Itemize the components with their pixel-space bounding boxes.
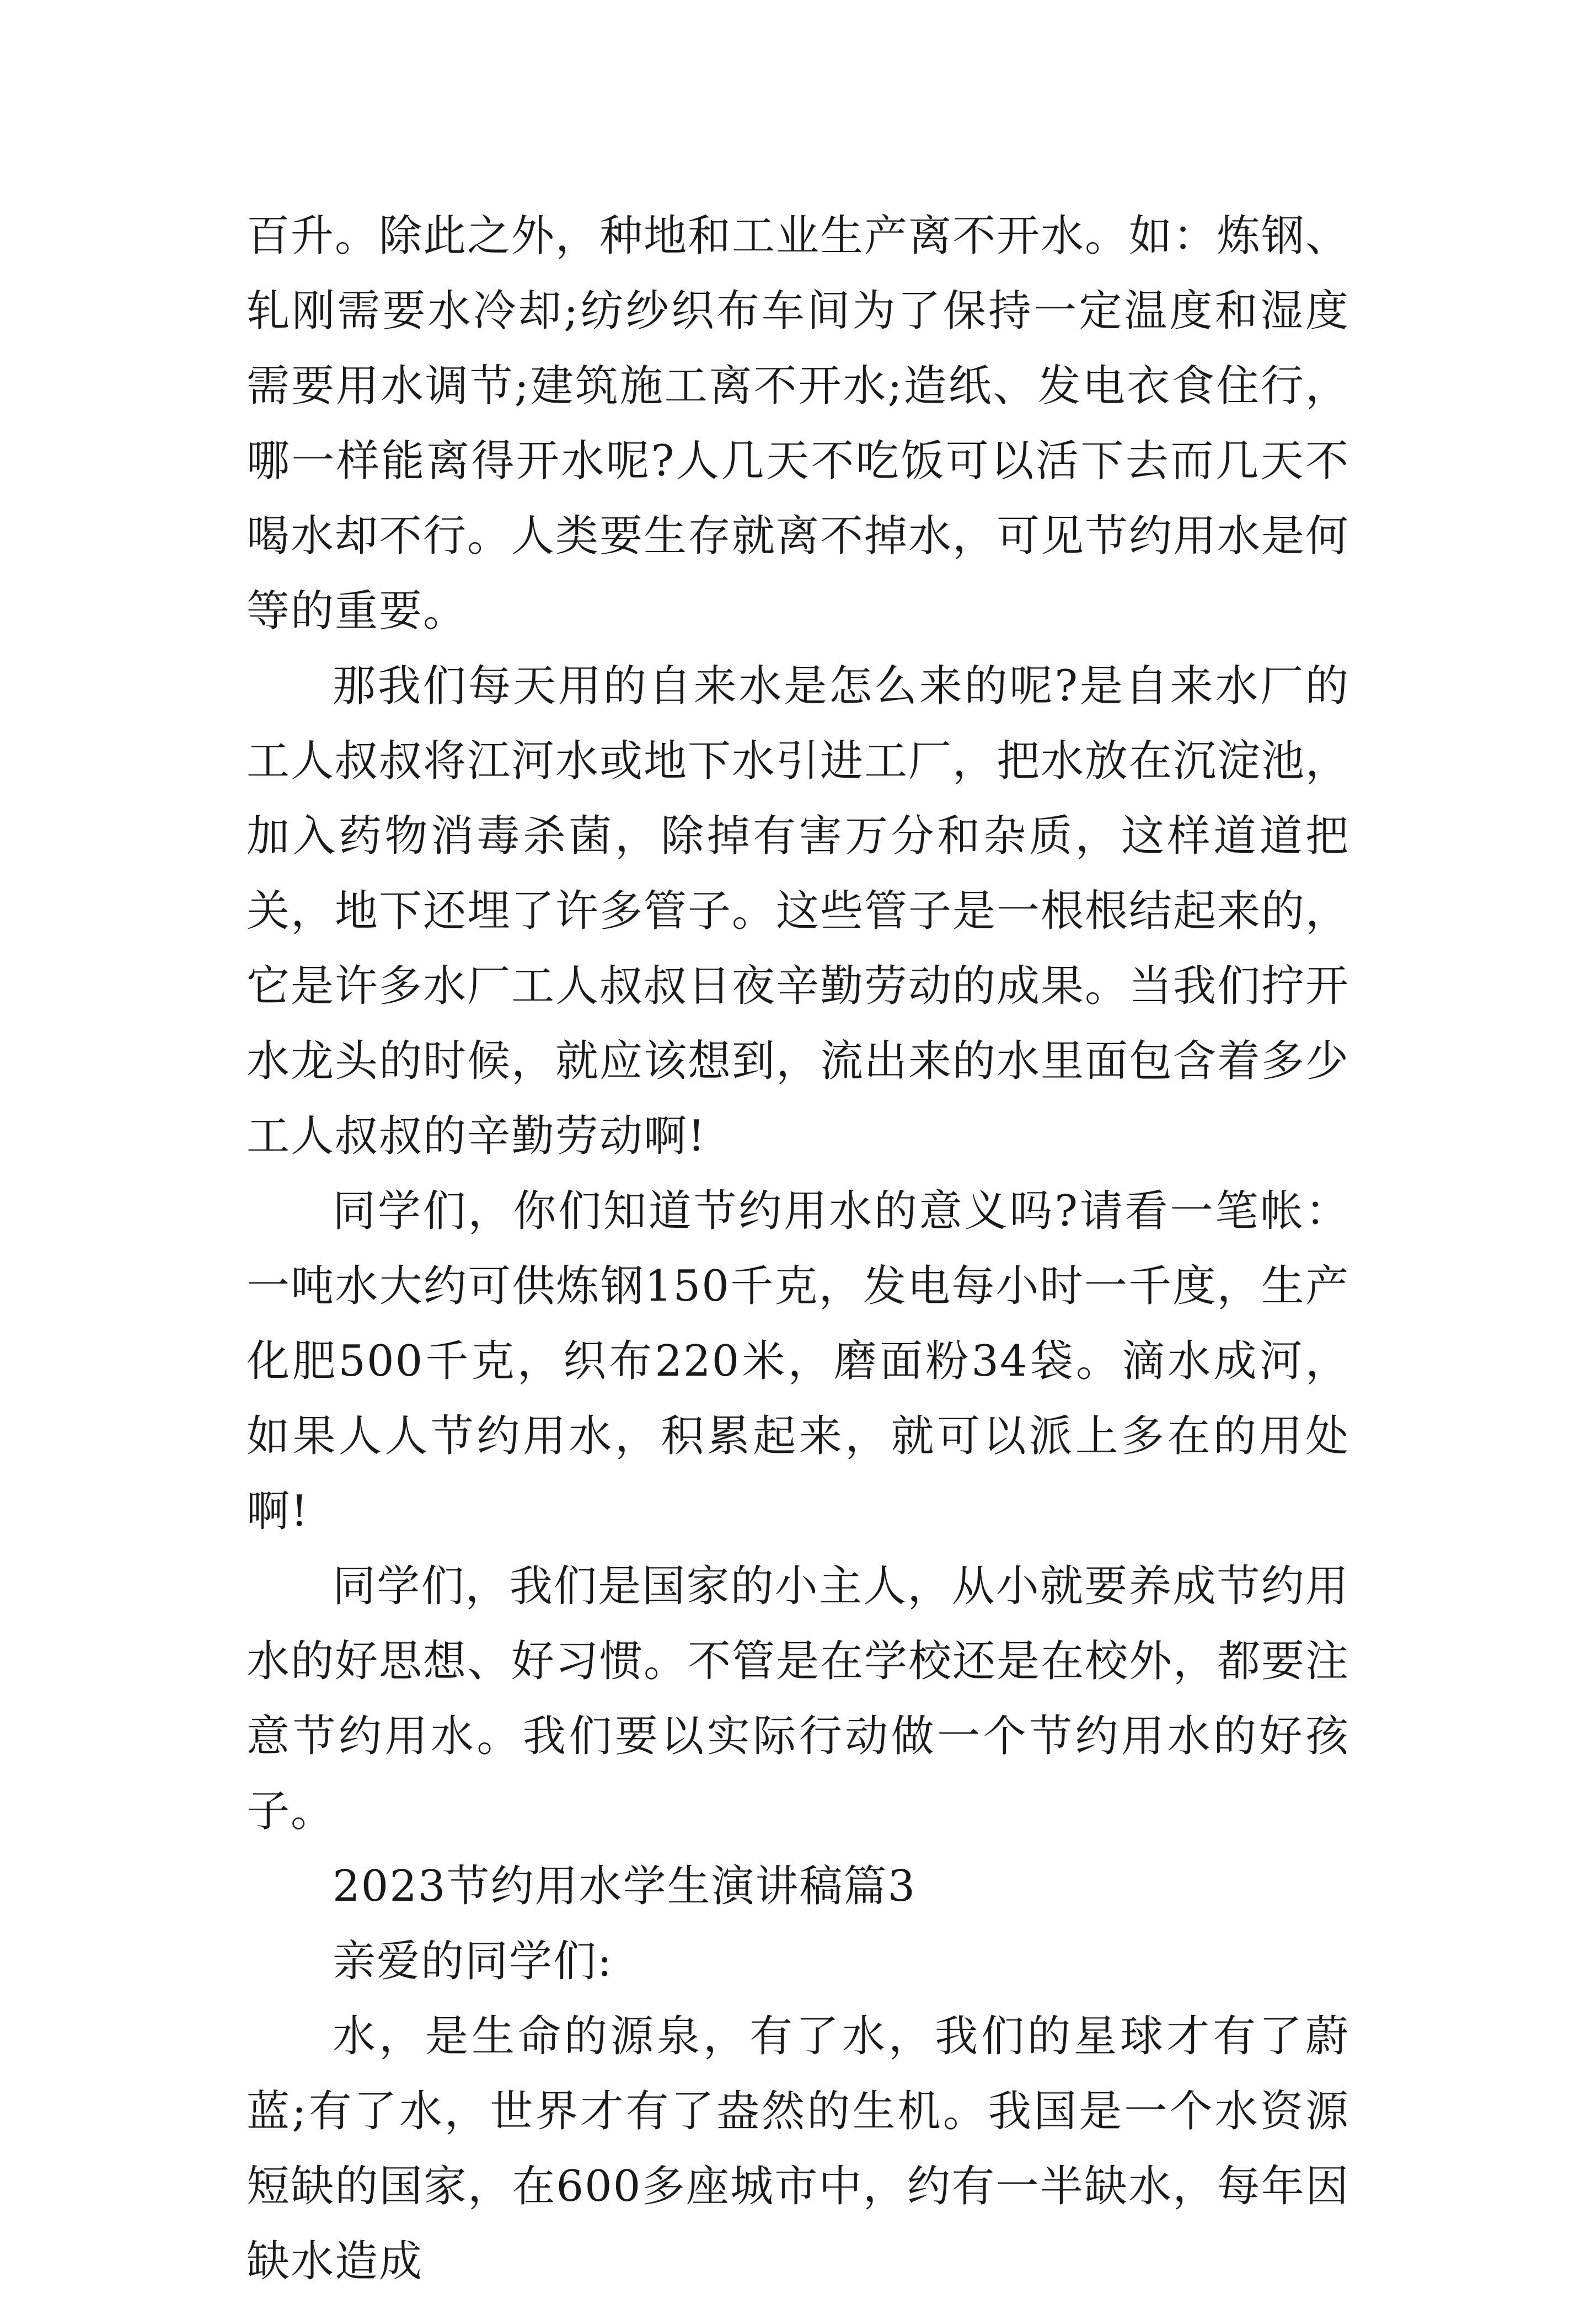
body-text — [247, 199, 1349, 2299]
section-heading: 2023节约用水学生演讲稿篇3 — [333, 1862, 917, 1911]
paragraph-5: 水，是生命的源泉，有了水，我们的星球才有了蔚蓝;有了水，世界才有了盎然的生机。我国是一个水资源短缺的国家，在600多座城市中，约有一半缺水，每年因缺水造成 — [247, 2012, 1349, 2286]
paragraph-2: 那我们每天用的自来水是怎么来的呢?是自来水厂的工人叔叔将江河水或地下水引进工厂，把水放在沉淀池，加入药物消毒杀菌，除掉有害万分和杂质，这样道道把关，地下还埋了许多管子。这些管子是一根根结起来的，它是许多水厂工人叔叔日夜辛勤劳动的成果。当我们拧开水龙头的时候，就应该想到，流出来的水里面包含着多少工人叔叔的辛勤劳动啊! — [247, 661, 1350, 1161]
paragraph-4: 同学们，我们是国家的小主人，从小就要养成节约用水的好思想、好习惯。不管是在学校还是在校外，都要注意节约用水。我们要以实际行动做一个节约用水的好孩子。 — [247, 1562, 1350, 1836]
paragraph-3: 同学们，你们知道节约用水的意义吗?请看一笔帐：一吨水大约可供炼钢150千克，发电每小时一千度，生产化肥500千克，织布220米，磨面粉34袋。滴水成河，如果人人节约用水，积累起来，就可以派上多在的用处啊! — [247, 1186, 1349, 1536]
salutation: 亲爱的同学们: — [333, 1937, 613, 1986]
paragraph-1: 百升。除此之外，种地和工业生产离不开水。如：炼钢、轧刚需要水冷却;纺纱织布车间为了保持一定温度和湿度需要用水调节;建筑施工离不开水;造纸、发电衣食住行，哪一样能离得开水呢?人几天不吃饭可以活下去而几天不喝水却不行。人类要生存就离不掉水，可见节约用水是何等的重要。 — [247, 211, 1350, 636]
